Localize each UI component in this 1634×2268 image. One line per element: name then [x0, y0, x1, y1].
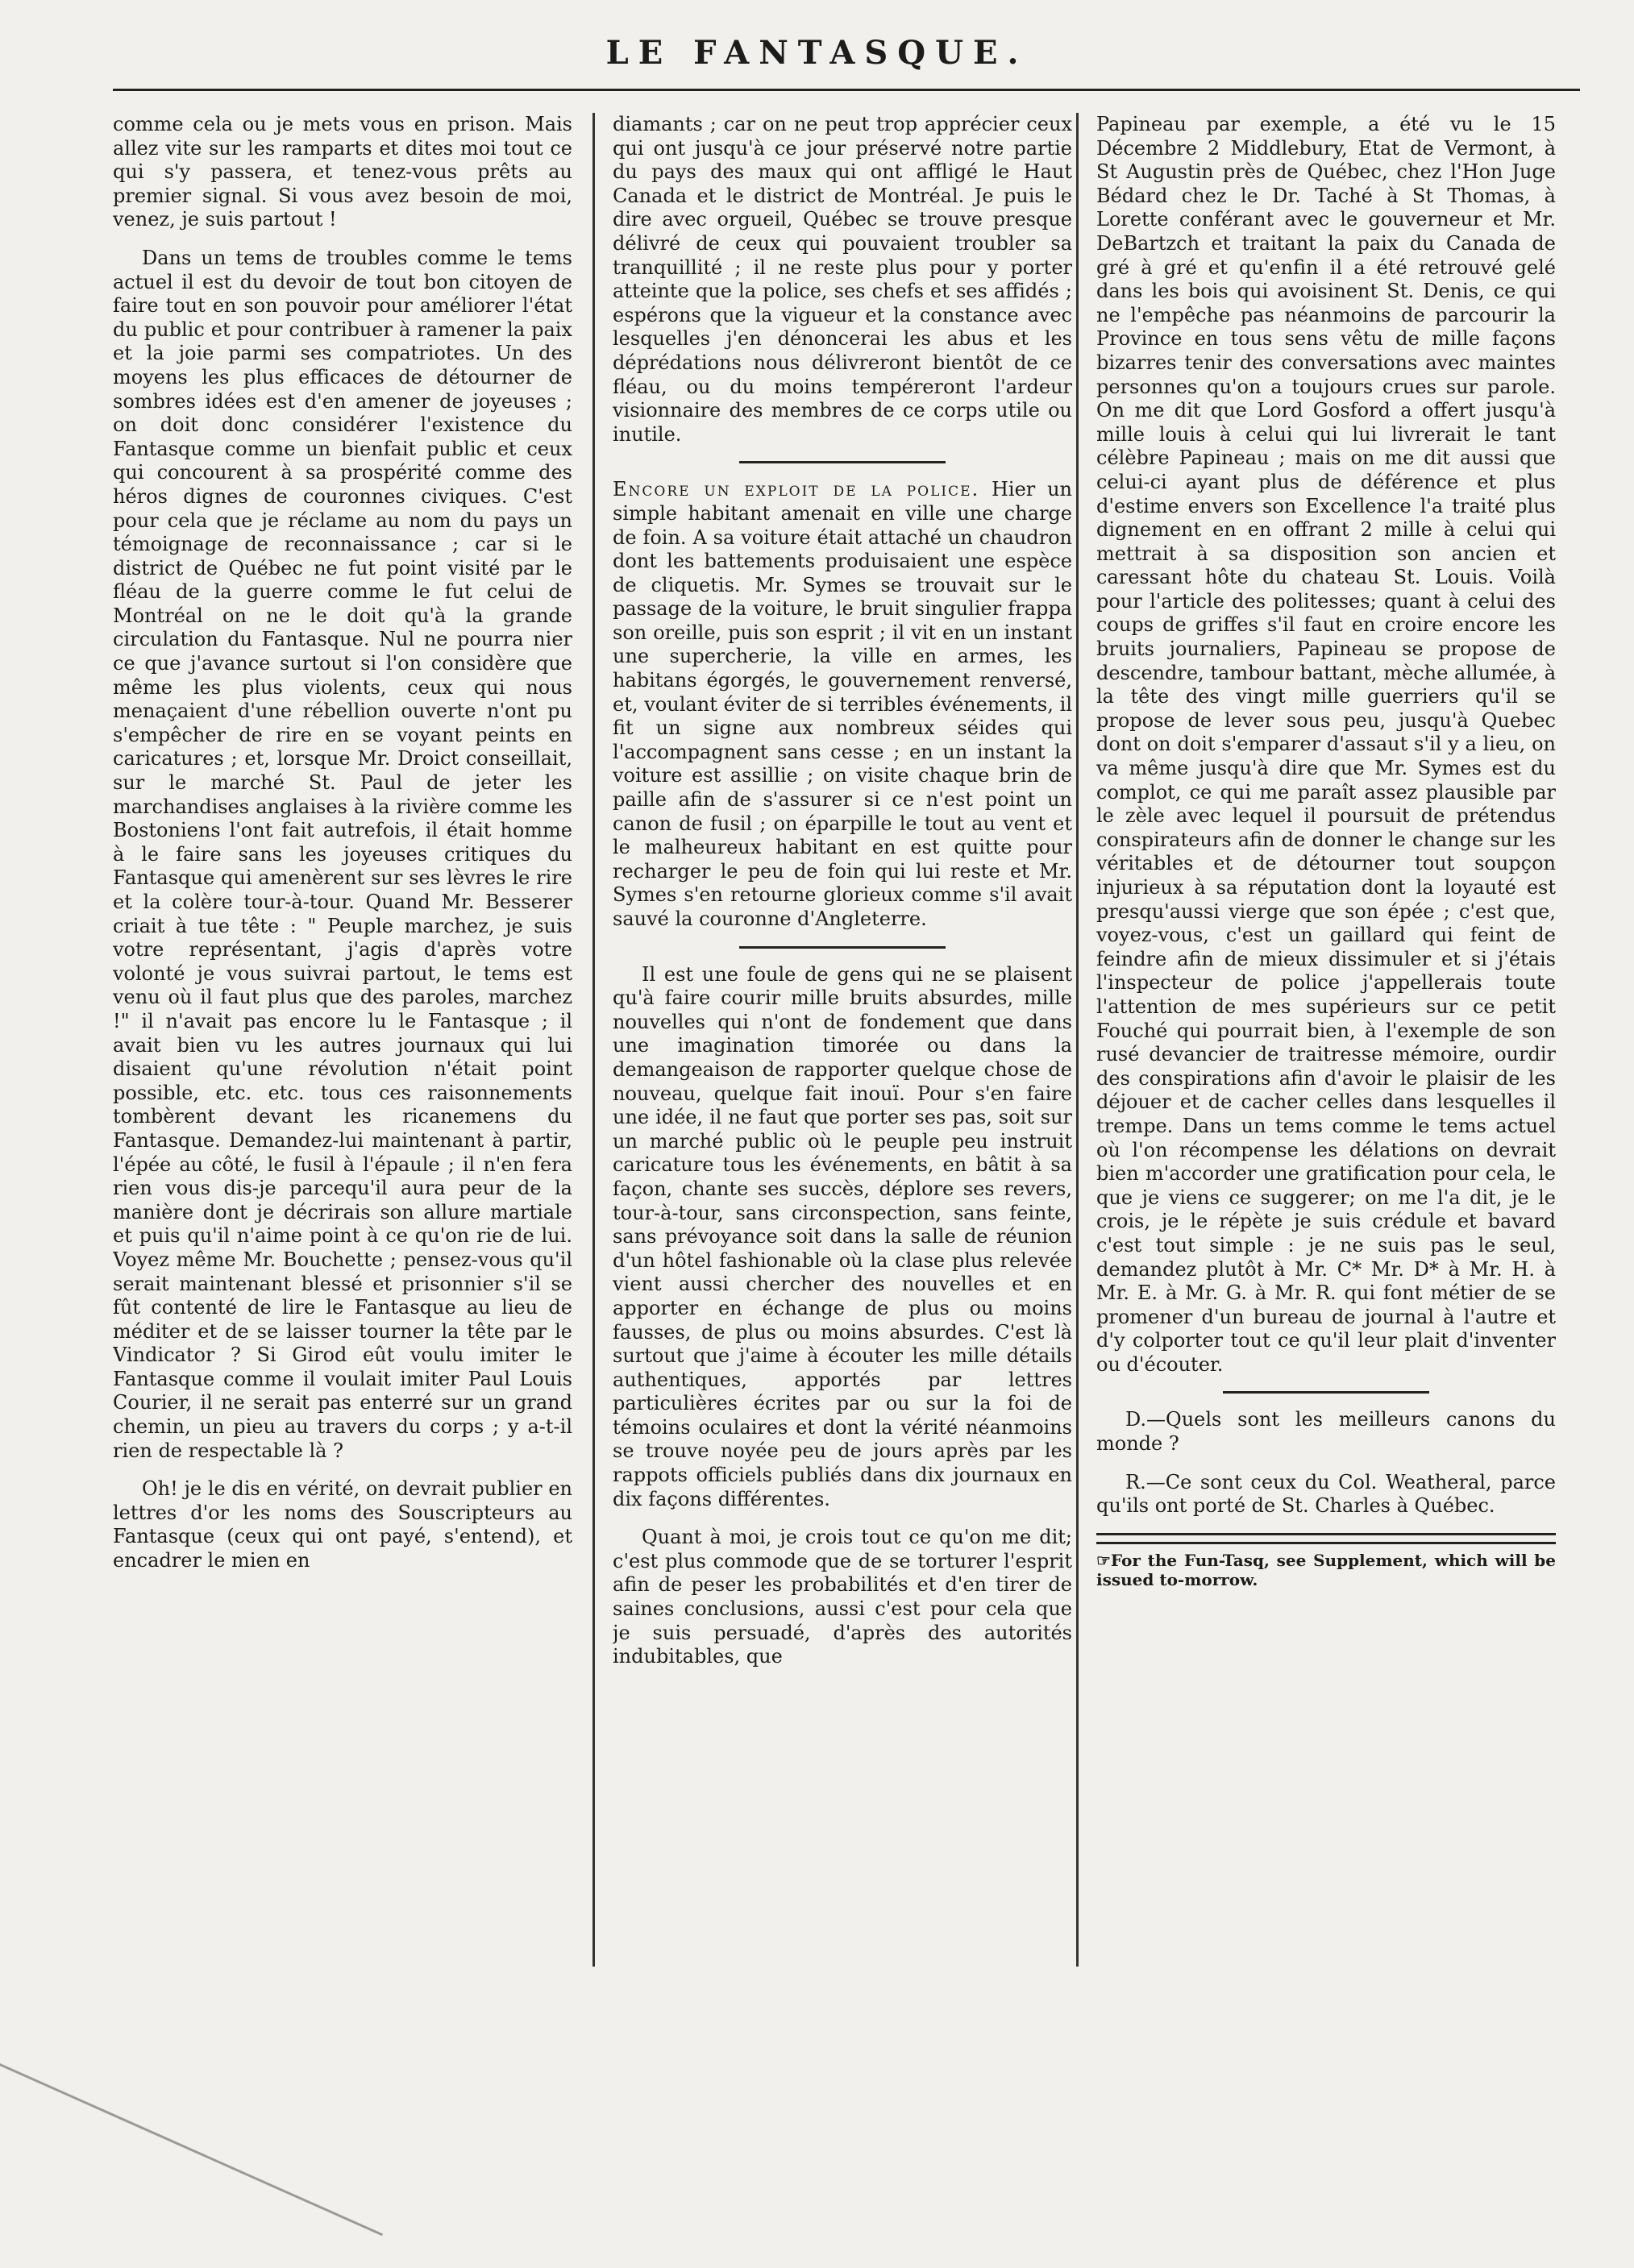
- paper-fold-line: [0, 2063, 383, 2236]
- separator: [1223, 1391, 1430, 1394]
- paragraph: Il est une foule de gens qui ne se plaisent qu'à faire courir mille bruits absurdes, mille nouvelles qui n'ont de fondement que dans une imagination timorée ou dans la demangeaison de rapporter quelque chose de nouveau, quelque fait inouï. Pour s'en faire une idée, il ne faut que porter ses pas, soit sur un marché public où le peuple peu instruit caricature tous les événements, en bâtit à sa façon, chante ses succès, déplore ses revers, tour-à-tour, sans circonspection, sans feinte, sans prévoyance soit dans la salle de réunion d'un hôtel fashionable où la clase plus relevée vient aussi chercher des nouvelles et en apporter en échange de plus ou moins fausses, de plus ou moins absurdes. C'est là surtout que j'aime à écouter les mille détails authentiques, apportés par lettres particulières écrites par ou sur la foi de témoins oculaires et dont la vérité néanmoins se trouve noyée peu de jours après par les rappots officiels publiés dans dix journaux en dix façons différentes.: [613, 962, 1072, 1510]
- article-heading: Encore un exploit de la police.: [613, 478, 980, 501]
- paragraph-text: Hier un simple habitant amenait en ville une charge de foin. A sa voiture était attaché un chaudron dont les battements produisaient une espèce de cliquetis. Mr. Symes se trouvait sur le passage de la voiture, le bruit singulier frappa son oreille, puis son esprit ; il vit en un instant une supercherie, la ville en armes, les habitans égorgés, le gouvernement renversé, et, voulant éviter de si terribles événements, il fit un signe aux nombreux séides qui l'accompagnent sans cesse ; en un instant la voiture est assillie ; on visite chaque brin de paille afin de s'assurer si ce n'est point un canon de fusil ; on éparpille le tout au vent et le malheureux habitant en est quitte pour recharger le peu de foin qui lui reste et Mr. Symes s'en retourne glorieux comme s'il avait sauvé la couronne d'Angleterre.: [613, 478, 1072, 930]
- paragraph: comme cela ou je mets vous en prison. Mais allez vite sur les ramparts et dites moi tout ce qui s'y passera, et tenez-vous prêts au premier signal. Si vous avez besoin de moi, venez, je suis partout !: [113, 113, 572, 231]
- column-rule: [592, 113, 595, 1967]
- masthead-rule: [113, 89, 1580, 91]
- column-3: [1096, 113, 1556, 2007]
- masthead: LE FANTASQUE.: [605, 34, 1029, 72]
- paragraph: Dans un tems de troubles comme le tems actuel il est du devoir de tout bon citoyen de faire tout en son pouvoir pour améliorer l'état du public et pour contribuer à ramener la paix et la joie parmi ses compatriotes. Un des moyens les plus efficaces de détourner de sombres idées est d'en amener de joyeuses ; on doit donc considérer l'existence du Fantasque comme un bienfait public et ceux qui concourent à sa prospérité comme des héros dignes de couronnes civiques. C'est pour cela que je réclame au nom du pays un témoignage de reconnaissance ; car si le district de Québec ne fut point visité par le fléau de la guerre comme le fut celui de Montréal on ne le doit qu'à la grande circulation du Fantasque. Nul ne pourra nier ce que j'avance surtout si l'on considère que même les plus violents, ceux qui nous menaçaient d'une rébellion ouverte n'ont pu s'empêcher de rire en se voyant peints en caricatures ; et, lorsque Mr. Droict conseillait, sur le marché St. Paul de jeter les marchandises anglaises à la rivière comme les Bostoniens l'ont fait autrefois, il était homme à le faire sans les joyeuses critiques du Fantasque qui amenèrent sur ses lèvres le rire et la colère tour-à-tour. Quand Mr. Besserer criait à tue tête : " Peuple marchez, je suis votre représentant, j'agis d'après votre volonté je vous suivrai partout, le tems est venu où il faut plus que des paroles, marchez !" il n'avait pas encore lu le Fantasque ; il avait bien vu les autres journaux qui lui disaient qu'une révolution n'était point possible, etc. etc. tous ces raisonnements tombèrent devant les ricanemens du Fantasque. Demandez-lui maintenant à partir, l'épée au côté, le fusil à l'épaule ; il n'en fera rien vous dis-je parcequ'il aura peur de la manière dont je décrirais son allure martiale et puis qu'il n'aime point à ce qu'on rie de lui. Voyez même Mr. Bouchette ; pensez-vous qu'il serait maintenant blessé et prisonnier s'il se fût contenté de lire le Fantasque au lieu de méditer et de se laisser tourner la tête par le Vindicator ? Si Girod eût voulu imiter le Fantasque comme il voulait imiter Paul Louis Courier, il ne serait pas enterré sur un grand chemin, un pieu au travers du corps ; y a-t-il rien de respectable là ?: [113, 246, 572, 1462]
- separator: [1096, 1542, 1556, 1544]
- article-paragraph: [613, 478, 1072, 931]
- column-1: [113, 113, 572, 2007]
- separator: [739, 461, 946, 463]
- separator: [739, 946, 946, 949]
- paragraph: diamants ; car on ne peut trop apprécier ceux qui ont jusqu'à ce jour préservé notre partie du pays des maux qui ont affligé le Haut Canada et le district de Montréal. Je puis le dire avec orgueil, Québec se trouve presque délivré de ceux qui pouvaient troubler sa tranquillité ; il ne reste plus pour y porter atteinte que la police, ses chefs et ses affidés ; espérons que la vigueur et la constance avec lesquelles j'en dénoncerai les abus et les déprédations nous délivreront bientôt de ce fléau, ou du moins tempéreront l'ardeur visionnaire des membres de ce corps utile ou inutile.: [613, 113, 1072, 446]
- column-2: [613, 113, 1072, 2007]
- answer: R.—Ce sont ceux du Col. Weatheral, parce qu'ils ont porté de St. Charles à Québec.: [1096, 1470, 1556, 1518]
- paragraph: Quant à moi, je crois tout ce qu'on me dit; c'est plus commode que de se torturer l'esprit afin de peser les probabilités et d'en tirer de saines conclusions, aussi c'est pour cela que je suis persuadé, d'après des autorités indubitables, que: [613, 1526, 1072, 1668]
- paragraph: Oh! je le dis en vérité, on devrait publier en lettres d'or les noms des Souscripteurs au Fantasque (ceux qui ont payé, s'entend), et encadrer le mien en: [113, 1477, 572, 1572]
- paragraph: Papineau par exemple, a été vu le 15 Décembre 2 Middlebury, Etat de Vermont, à St Augustin près de Québec, chez l'Hon Juge Bédard chez le Dr. Taché à St Thomas, à Lorette conférant avec le gouverneur et Mr. DeBartzch et traitant la paix du Canada de gré à gré et qu'enfin il a été retrouvé gelé dans les bois qui avoisinent St. Denis, ce qui ne l'empêche pas néanmoins de parcourir la Province en tous sens vêtu de mille façons bizarres tenir des conversations avec maintes personnes qu'on a toujours crues sur parole. On me dit que Lord Gosford a offert jusqu'à mille louis à celui qui lui livrerait le tant célèbre Papineau ; mais on me dit aussi que celui-ci ayant plus de déférence et plus d'estime envers son Excellence l'a traité plus dignement en en offrant 2 mille à celui qui mettrait à sa disposition son ancien et caressant hôte du chateau St. Louis. Voilà pour l'article des politesses; quant à celui des coups de griffes s'il faut en croire encore les bruits journaliers, Papineau se propose de descendre, tambour battant, mèche allumée, à la tête des vingt mille guerriers qu'il se propose de lever sous peu, jusqu'à Quebec dont on doit s'emparer d'assaut s'il y a lieu, on va même jusqu'à dire que Mr. Symes est du complot, ce qui me paraît assez plausible par le zèle avec lequel il poursuit de prétendus conspirateurs afin de donner le change sur les véritables et de détourner tout soupçon injurieux à sa réputation dont la loyauté est presqu'aussi vierge que son épée ; c'est que, voyez-vous, c'est un gaillard qui feint de feindre afin de mieux dissimuler et si j'étais l'inspecteur de police j'appellerais toute l'attention de mes supérieurs sur ce petit Fouché qui pourrait bien, à l'exemple de son rusé devancier de traitresse mémoire, ourdir des conspirations afin d'avoir le plaisir de les déjouer et de cacher celles dans lesquelles il trempe. Dans un tems comme le tems actuel où l'on récompense les délations on devrait bien m'accorder une gratification pour cela, le que je viens ce suggerer; on me l'a dit, je le crois, je le répète je suis crédule et bavard c'est tout simple : je ne suis pas le seul, demandez plutôt à Mr. C* Mr. D* à Mr. H. à Mr. E. à Mr. G. à Mr. R. qui font métier de se promener d'un bureau de journal à l'autre et d'y colporter tout ce qu'il leur plait d'inventer ou d'écouter.: [1096, 113, 1556, 1376]
- separator: [1096, 1533, 1556, 1535]
- supplement-note: ☞For the Fun-Tasq, see Supplement, which will be issued to-morrow.: [1096, 1550, 1556, 1589]
- question: D.—Quels sont les meilleurs canons du monde ?: [1096, 1408, 1556, 1456]
- column-rule: [1076, 113, 1079, 1967]
